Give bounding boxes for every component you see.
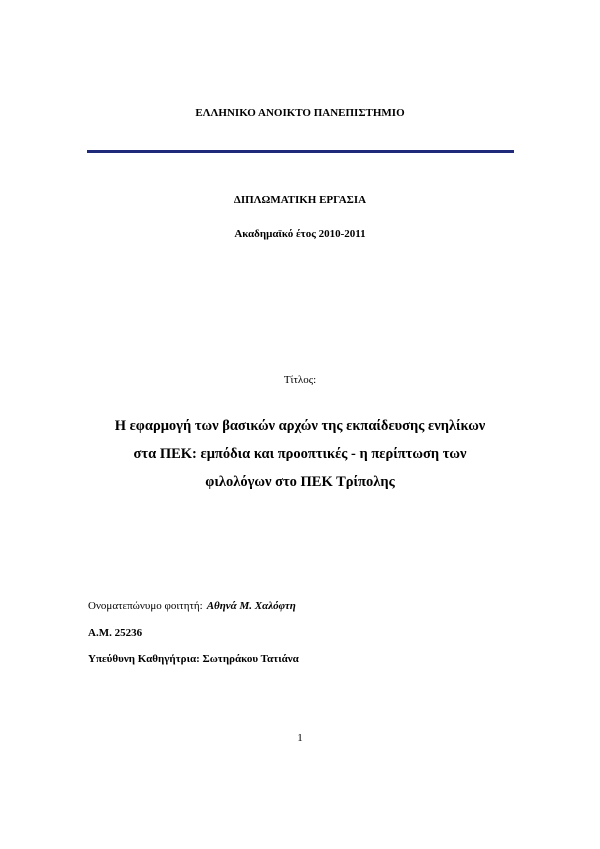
thesis-title-line-3: φιλολόγων στο ΠΕΚ Τρίπολης xyxy=(205,474,395,490)
page-number: 1 xyxy=(297,732,303,744)
academic-year: Ακαδημαϊκό έτος 2010-2011 xyxy=(234,228,366,240)
registration-number: Α.Μ. 25236 xyxy=(88,627,143,639)
header-divider xyxy=(87,150,514,153)
student-name: Αθηνά Μ. Χαλόφτη xyxy=(206,600,296,612)
thesis-title-line-1: Η εφαρμογή των βασικών αρχών της εκπαίδευσης ενηλίκων xyxy=(114,418,486,434)
student-name-row xyxy=(88,600,296,612)
university-name: ΕΛΛΗΝΙΚΟ ΑΝΟΙΚΤΟ ΠΑΝΕΠΙΣΤΗΜΙΟ xyxy=(195,107,405,119)
document-type: ΔΙΠΛΩΜΑΤΙΚΗ ΕΡΓΑΣΙΑ xyxy=(233,194,367,206)
supervisor: Υπεύθυνη Καθηγήτρια: Σωτηράκου Τατιάνα xyxy=(88,653,299,665)
student-name-label: Ονοματεπώνυμο φοιτητή: xyxy=(88,600,203,612)
title-label: Τίτλος: xyxy=(283,374,317,386)
thesis-title-line-2: στα ΠΕΚ: εμπόδια και προοπτικές - η περίπτωση των xyxy=(133,446,467,462)
